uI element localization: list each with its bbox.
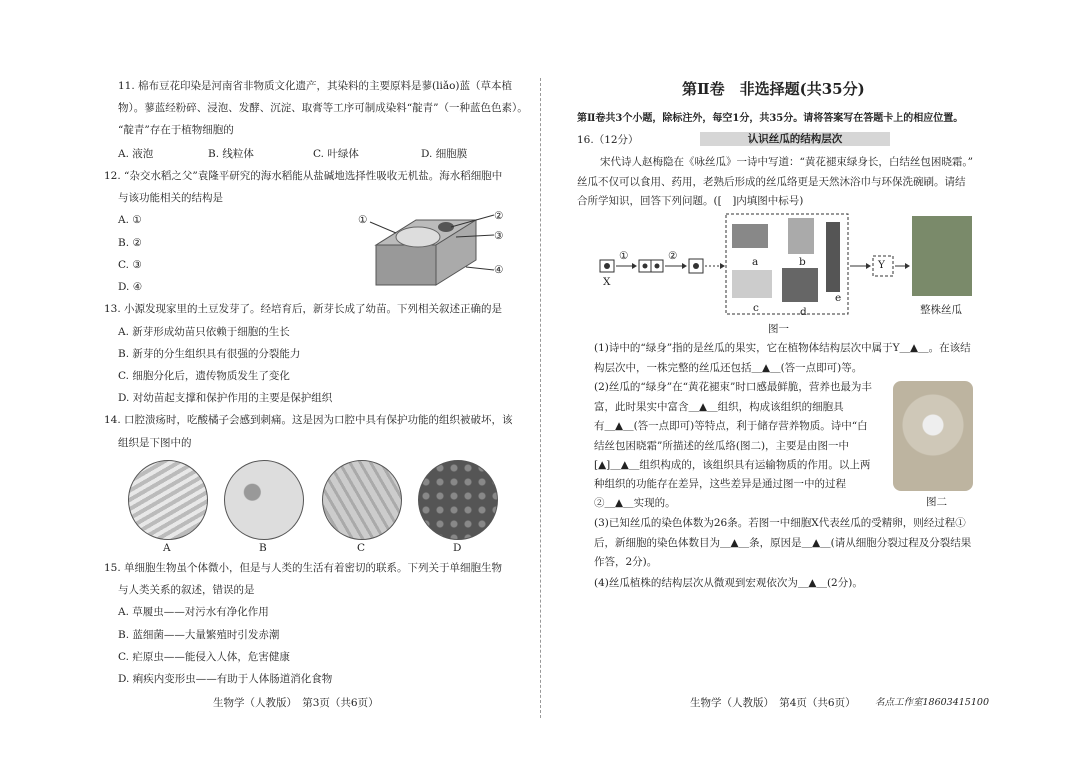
- q11-line1: 11. 棉布豆花印染是河南省非物质文化遗产，其染料的主要原料是蓼(liǎo)蓝（草本植: [118, 80, 513, 92]
- tissue-label-c: C: [357, 542, 366, 554]
- q16-sub4: (4)丝瓜植株的结构层次从微观到宏观依次为＿▲＿(2分)。: [594, 577, 863, 589]
- section-intro: 第Ⅱ卷共3个小题，除标注外，每空1分，共35分。请将答案写在答题卡上的相应位置。: [577, 113, 964, 124]
- section-title: 第Ⅱ卷 非选择题(共35分): [682, 80, 865, 98]
- q13-option-b: B. 新芽的分生组织具有很强的分裂能力: [118, 348, 301, 360]
- fig1-label-c: c: [753, 302, 759, 314]
- page-divider: [540, 78, 541, 718]
- q12-option-d: D. ④: [118, 281, 143, 293]
- q11-option-b: B. 线粒体: [208, 148, 254, 160]
- q16-sub2-line2: 富，此时果实中富含＿▲＿组织，构成该组织的细胞具: [594, 401, 844, 413]
- q16-sub2-line3: 有＿▲＿(答一点即可)等特点，利于储存营养物质。诗中“白: [594, 420, 868, 432]
- q15-option-b: B. 蓝细菌——大量繁殖时引发赤潮: [118, 629, 280, 641]
- q15-option-d: D. 痢疾内变形虫——有助于人体肠道消化食物: [118, 673, 333, 685]
- q11-line3: “靛青”存在于植物细胞的: [118, 124, 234, 136]
- q16-sub2-line1: (2)丝瓜的“绿身”在“黄花褪束”时口感最鲜脆，营养也最为丰: [594, 381, 872, 393]
- fig1-label-e: e: [835, 292, 842, 304]
- q11-option-a: A. 液泡: [118, 148, 154, 160]
- studio-watermark: 名点工作室18603415100: [875, 697, 989, 708]
- loofah-sponge-photo: [893, 381, 973, 491]
- q16-para-1: 宋代诗人赵梅隐在《咏丝瓜》一诗中写道：“黄花褪束绿身长，白结丝包困晓霜。”: [600, 156, 973, 168]
- fig1-label-a: a: [752, 256, 759, 268]
- q14-line1: 14. 口腔溃疡时，吃酸橘子会感到刺痛。这是因为口腔中具有保护功能的组织被破坏，该: [104, 414, 513, 426]
- q16-sub1-line1: (1)诗中的“绿身”指的是丝瓜的果实，它在植物体结构层次中属于Y＿▲＿。在该结: [594, 342, 971, 354]
- q16-sub3-line2: 后，新细胞的染色体数目为＿▲＿条，原因是＿▲＿(请从细胞分裂过程及分裂结果: [594, 537, 972, 549]
- fig1-label-x: X: [603, 276, 611, 288]
- fig1-label-y: Y: [878, 259, 885, 271]
- tissue-label-d: D: [453, 542, 462, 554]
- q13-option-c: C. 细胞分化后，遗传物质发生了变化: [118, 370, 290, 382]
- tissue-image-d: [418, 460, 498, 540]
- tissue-image-b: [224, 460, 304, 540]
- q12-line1: 12. “杂交水稻之父”袁隆平研究的海水稻能从盐碱地选择性吸收无机盐。海水稻细胞中: [104, 170, 503, 182]
- fig1-label-d: d: [800, 306, 807, 318]
- q16-sub2-line7: ②＿▲＿实现的。: [594, 497, 676, 509]
- q15-option-a: A. 草履虫——对污水有净化作用: [118, 606, 269, 618]
- q16-sub2-line5: [▲]＿▲＿组织构成的，该组织具有运输物质的作用。以上两: [594, 459, 871, 471]
- cell-marker-4: ④: [494, 264, 504, 276]
- fig2-caption: 图二: [926, 496, 947, 508]
- q16-banner: 认识丝瓜的结构层次: [700, 132, 890, 146]
- cell-marker-3: ③: [494, 230, 504, 242]
- q11-option-d: D. 细胞膜: [421, 148, 468, 160]
- q16-para-3: 合所学知识，回答下列问题。([ ]内填图中标号): [577, 195, 804, 207]
- q16-number: 16.（12分）: [577, 134, 639, 146]
- right-footer: 生物学（人教版） 第4页（共6页）: [690, 697, 856, 709]
- tissue-image-c: [322, 460, 402, 540]
- fig1-process-2: ②: [668, 250, 678, 262]
- q15-line1: 15. 单细胞生物虽个体微小，但是与人类的生活有着密切的联系。下列关于单细胞生物: [104, 562, 503, 574]
- q12-option-a: A. ①: [118, 214, 142, 226]
- fig1-caption: 图一: [768, 323, 789, 335]
- fig1-whole-plant-label: 整株丝瓜: [920, 304, 962, 316]
- q12-option-b: B. ②: [118, 237, 142, 249]
- q12-line2: 与该功能相关的结构是: [118, 192, 223, 204]
- plant-cell-diagram: [356, 205, 506, 295]
- q16-sub1-line2: 构层次中，一株完整的丝瓜还包括＿▲＿(答一点即可)等。: [594, 362, 863, 374]
- cell-marker-2: ②: [494, 210, 504, 222]
- left-footer: 生物学（人教版） 第3页（共6页）: [213, 697, 379, 709]
- q13-line1: 13. 小源发现家里的土豆发芽了。经培育后，新芽长成了幼苗。下列相关叙述正确的是: [104, 303, 503, 315]
- q16-para-2: 丝瓜不仅可以食用、药用，老熟后形成的丝瓜络更是天然沐浴巾与环保洗碗刷。请结: [577, 176, 966, 188]
- cell-marker-1: ①: [358, 214, 368, 226]
- q13-option-d: D. 对幼苗起支撑和保护作用的主要是保护组织: [118, 392, 333, 404]
- q16-sub2-line6: 种组织的功能存在差异，这些差异是通过图一中的过程: [594, 478, 846, 490]
- q16-sub2-line4: 结丝包困晓霜”所描述的丝瓜络(图二)，主要是由图一中: [594, 440, 850, 452]
- q11-line2: 物）。蓼蓝经粉碎、浸泡、发酵、沉淀、取膏等工序可制成染料“靛青”（一种蓝色色素）。: [118, 102, 528, 114]
- q13-option-a: A. 新芽形成幼苗只依赖于细胞的生长: [118, 326, 290, 338]
- q11-option-c: C. 叶绿体: [313, 148, 359, 160]
- q12-option-c: C. ③: [118, 259, 142, 271]
- tissue-image-a: [128, 460, 208, 540]
- q15-line2: 与人类关系的叙述，错误的是: [118, 584, 255, 596]
- q15-option-c: C. 疟原虫——能侵入人体，危害健康: [118, 651, 290, 663]
- fig1-process-1: ①: [619, 250, 629, 262]
- tissue-label-b: B: [259, 542, 267, 554]
- q16-sub3-line3: 作答，2分)。: [594, 556, 658, 568]
- q14-line2: 组织是下图中的: [118, 437, 192, 449]
- tissue-label-a: A: [163, 542, 171, 554]
- fig1-label-b: b: [799, 256, 806, 268]
- q16-sub3-line1: (3)已知丝瓜的染色体数为26条。若图一中细胞X代表丝瓜的受精卵，则经过程①: [594, 517, 966, 529]
